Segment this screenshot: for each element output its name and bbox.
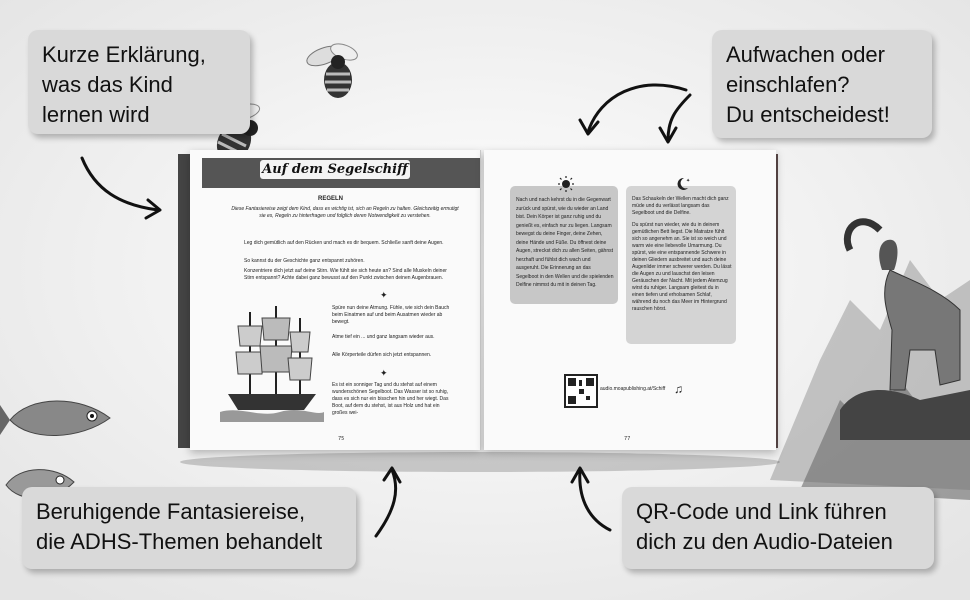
callout-line: Aufwachen oder xyxy=(726,42,885,67)
bee-icon xyxy=(300,38,370,108)
callout-line: einschlafen? xyxy=(726,72,850,97)
arrow-to-intro xyxy=(82,158,158,210)
sleep-text: Das Schaukeln der Wellen macht dich ganz müde und du verlässt langsam das Segelboot und die Delfine. xyxy=(632,196,729,216)
page-number: 77 xyxy=(624,436,631,442)
callout-wake-sleep xyxy=(712,30,932,138)
story-paragraph: Spüre nun deine Atmung. Fühle, wie sich dein Bauch beim Einatmen auf und beim Ausatmen wieder ab bewegt. xyxy=(332,305,450,325)
story-paragraph: Alle Körperteile dürfen sich jetzt entspannen. xyxy=(332,352,432,358)
sleep-text: Du spürst nun wieder, wie du in deinem gemütlichen Bett liegst. Die Matratze fühlt sich so angenehm an. Sie ist so weich und warm wie eine liebevolle Umarmung. Du spürst, wie eine entspannende Schwere in deinen Gliedern ausbreitet und auch deine Augenlider immer schwerer werden. Du lässt die Augen zu und lauschst den leisen Geräuschen der Nacht. Mit jedem Atemzug wirst du ruhiger. Langsam gleitest du in einen tiefen und erholsamen Schlaf, während du noch das Meer im Hintergrund rauschen hörst. xyxy=(632,222,732,312)
svg-text:✦: ✦ xyxy=(686,178,690,184)
intro-text: Diese Fantasiereise zeigt dem Kind, dass es wichtig ist, sich an Regeln zu halten. Gleichzeitig ermutigt sie es, Regeln zu hinterfragen und folglich deren Notwendigkeit zu verstehen. xyxy=(231,206,459,219)
left-page xyxy=(190,150,481,450)
story-paragraph: Konzentriere dich jetzt auf deine Stirn. Wie fühlt sie sich heute an? Sind alle Muskeln deiner Stirn entspannt? Achte dabei ganz bewusst auf den Punkt zwischen deinen Augenbrauen. xyxy=(244,268,447,281)
qr-code[interactable] xyxy=(564,374,598,408)
story-paragraph: So kannst du der Geschichte ganz entspannt zuhören. xyxy=(244,258,365,264)
callout-line: was das Kind xyxy=(42,72,173,97)
open-book xyxy=(178,150,786,462)
music-note-icon: ♫ xyxy=(674,382,683,396)
callout-line: die ADHS-Themen behandelt xyxy=(36,529,323,554)
callout-fantasy-journey xyxy=(22,487,356,569)
sparkle-icon: ✦ xyxy=(380,290,388,300)
story-paragraph: Es ist ein sonniger Tag und du stehst auf einem wunderschönen Segelboot. Das Wasser ist so ruhig, dass es sich nur ein bisschen hin und her wiegt. Das Boot, auf dem du stehst, ist aus Holz und hat ein großes wei- xyxy=(332,382,449,416)
sun-icon xyxy=(558,176,574,192)
page-title: Auf dem Segelschiff xyxy=(260,160,410,179)
audio-link[interactable]: audio.moapublishing.at/Schiff xyxy=(600,386,666,392)
fish-icon xyxy=(0,390,120,450)
callout-line: Du entscheidest! xyxy=(726,102,890,127)
right-page xyxy=(484,150,776,450)
callout-line: Kurze Erklärung, xyxy=(42,42,206,67)
wake-up-text: Nach und nach kehrst du in die Gegenwart zurück und spürst, wie du wieder an Land bist. Dein Körper ist ganz ruhig und du genießt es, einfach nur zu liegen. Langsam bewegst du deine Finger, deine Zehen, deine Hände und Füße. Du öffnest deine Augen, streckst dich zu allen Seiten, gähnst herzhaft und fühlst dich wach und ausgeruht. Die Erinnerung an das Segelboot in den Wellen und die spielenden Delfine nimmst du mit in deinen Tag. xyxy=(516,197,614,288)
callout-line: lernen wird xyxy=(42,102,150,127)
ibex-icon xyxy=(820,210,970,440)
callout-qr-code xyxy=(622,487,934,569)
callout-explanation xyxy=(28,30,250,134)
story-paragraph: Atme tief ein ... und ganz langsam wieder aus. xyxy=(332,334,435,340)
callout-line: dich zu den Audio-Dateien xyxy=(636,529,893,554)
story-paragraph: Leg dich gemütlich auf den Rücken und mach es dir bequem. Schließe sanft deine Augen. xyxy=(244,240,444,246)
rules-heading: REGELN xyxy=(318,196,344,202)
moon-icon xyxy=(674,176,690,192)
callout-line: QR-Code und Link führen xyxy=(636,499,887,524)
callout-line: Beruhigende Fantasiereise, xyxy=(36,499,306,524)
sparkle-icon: ✦ xyxy=(380,368,388,378)
page-number: 75 xyxy=(338,436,345,442)
ship-illustration xyxy=(220,302,324,422)
arrow-to-qr xyxy=(580,470,610,530)
